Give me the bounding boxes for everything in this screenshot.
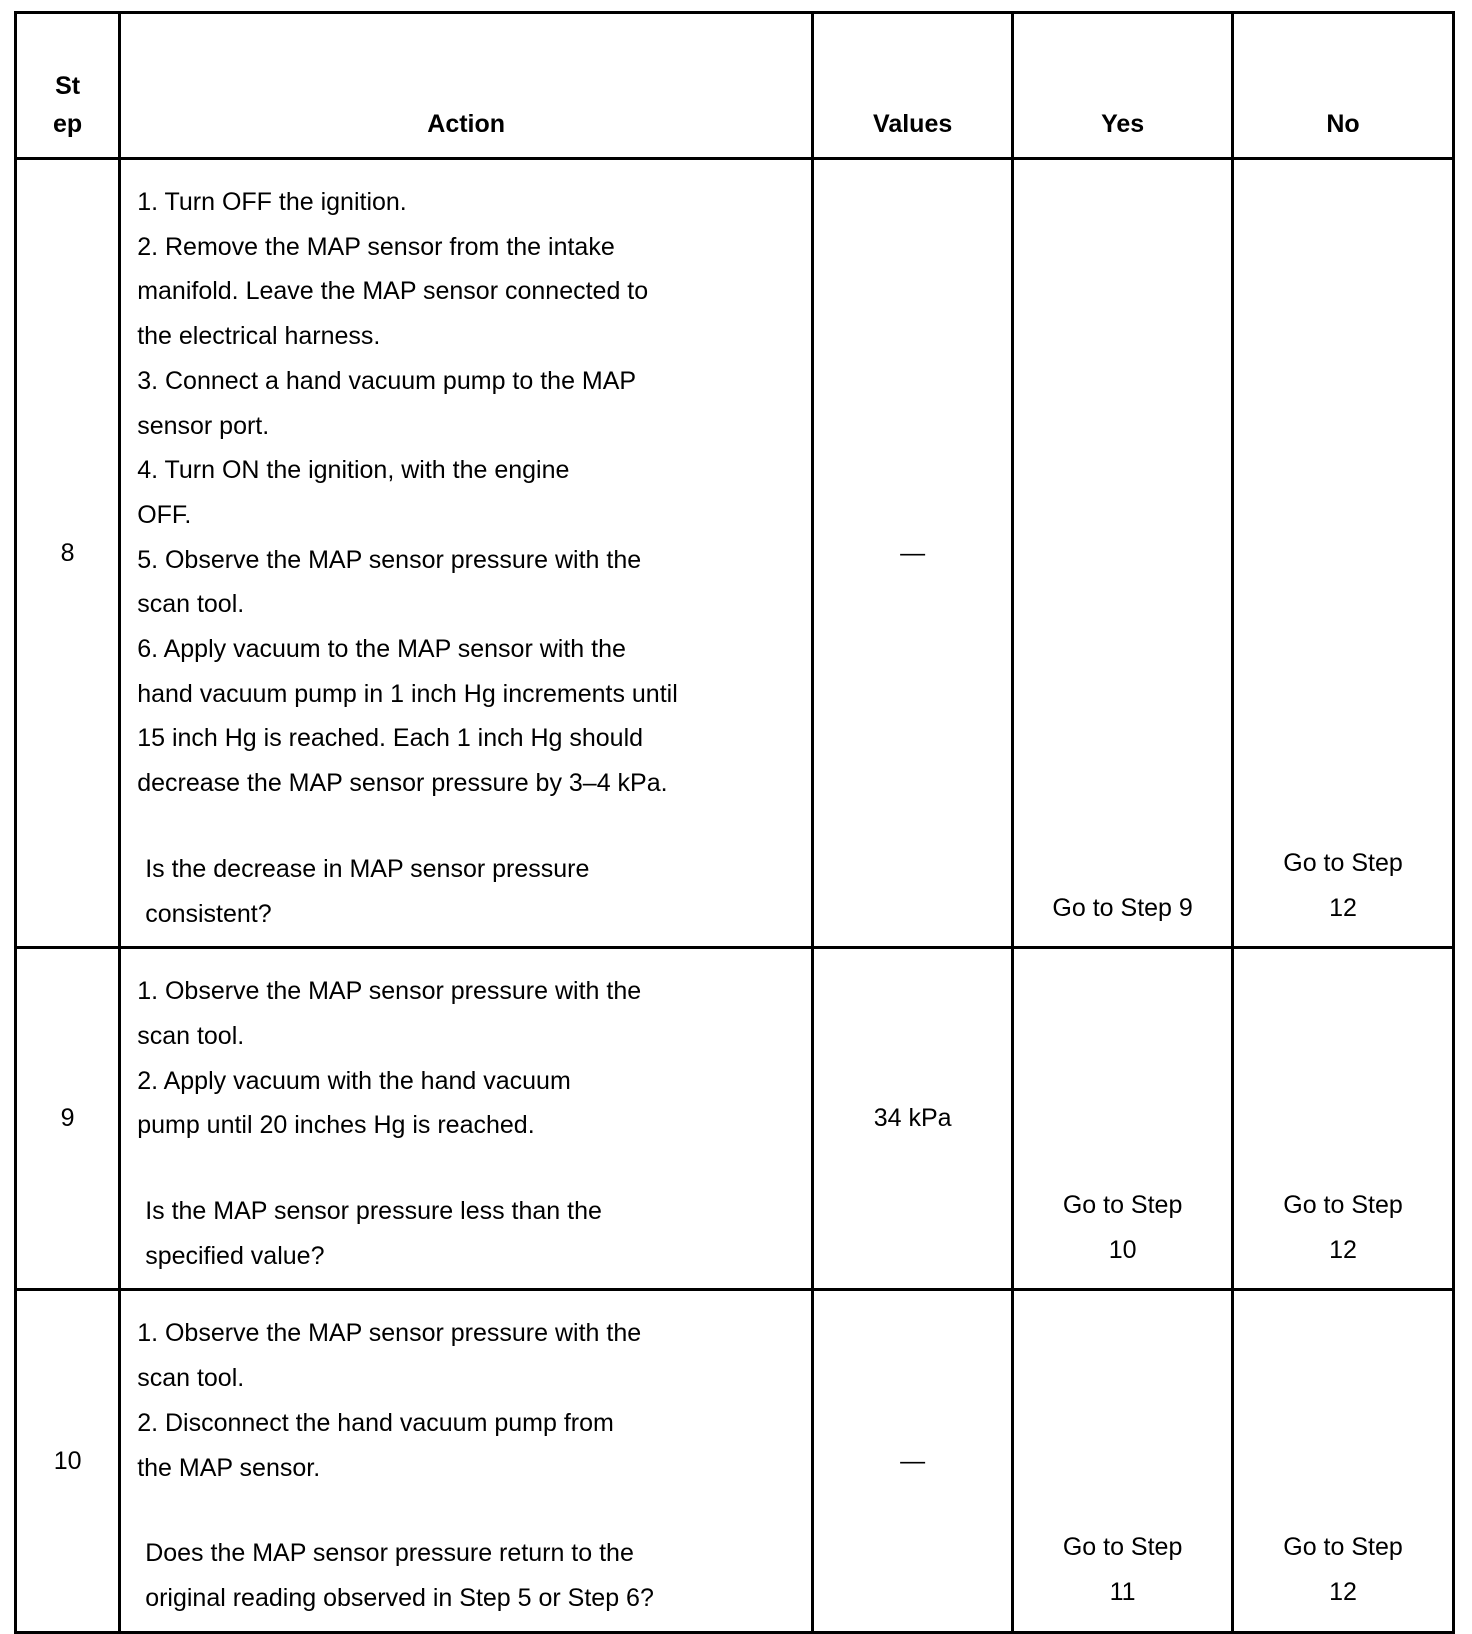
no-cell — [1233, 948, 1454, 1290]
action-line: pump until 20 inches Hg is reached. — [137, 1111, 535, 1140]
yes-text: Go to Step 9 — [1052, 893, 1193, 922]
action-line: 1. Observe the MAP sensor pressure with the — [137, 977, 642, 1006]
yes-text: Go to Step 11 — [1062, 1533, 1183, 1606]
yes-cell — [1013, 159, 1233, 948]
no-text: Go to Step 12 — [1283, 848, 1403, 922]
step-number: 9 — [16, 948, 120, 1290]
action-line: decrease the MAP sensor pressure by 3–4 kPa. — [137, 769, 668, 798]
spacer — [137, 806, 805, 847]
action-line: manifold. Leave the MAP sensor connected to — [137, 277, 649, 306]
action-line: scan tool. — [137, 1021, 245, 1050]
table-row — [16, 159, 1454, 948]
step-number: 8 — [16, 159, 120, 948]
value-cell: 34 kPa — [813, 948, 1013, 1290]
action-cell — [120, 1290, 813, 1632]
step-number: 10 — [16, 1290, 120, 1632]
action-line: hand vacuum pump in 1 inch Hg increments until — [137, 679, 678, 708]
header-no: No — [1233, 13, 1454, 159]
action-line: the electrical harness. — [137, 322, 381, 351]
action-line: 1. Turn OFF the ignition. — [137, 188, 407, 216]
action-line: scan tool. — [137, 1364, 245, 1393]
table-row — [16, 948, 1454, 1290]
spacer — [137, 1490, 805, 1531]
action-question: Is the decrease in MAP sensor pressure consistent? — [145, 854, 590, 928]
value-cell: — — [813, 1290, 1013, 1632]
action-line: the MAP sensor. — [137, 1453, 321, 1482]
action-line: OFF. — [137, 500, 192, 529]
action-line: 2. Remove the MAP sensor from the intake — [137, 232, 615, 261]
no-text: Go to Step 12 — [1283, 1533, 1403, 1606]
action-line: 3. Connect a hand vacuum pump to the MAP — [137, 366, 637, 395]
header-row — [16, 13, 1454, 159]
diagnostic-table — [14, 11, 1455, 1634]
header-step-label: St ep — [53, 72, 83, 138]
action-line: scan tool. — [137, 590, 245, 619]
action-line: 6. Apply vacuum to the MAP sensor with the — [137, 635, 626, 664]
no-cell — [1233, 159, 1454, 948]
header-step — [16, 13, 120, 159]
yes-cell — [1013, 1290, 1233, 1632]
no-cell — [1233, 1290, 1454, 1632]
action-line: 1. Observe the MAP sensor pressure with the — [137, 1319, 642, 1348]
header-yes: Yes — [1013, 13, 1233, 159]
header-values: Values — [813, 13, 1013, 159]
action-line: sensor port. — [137, 411, 270, 440]
action-line: 5. Observe the MAP sensor pressure with the — [137, 545, 642, 574]
yes-text: Go to Step 10 — [1062, 1191, 1183, 1264]
action-line: 15 inch Hg is reached. Each 1 inch Hg should — [137, 724, 644, 753]
no-text: Go to Step 12 — [1283, 1191, 1403, 1264]
action-line: 2. Apply vacuum with the hand vacuum — [137, 1066, 571, 1095]
yes-cell — [1013, 948, 1233, 1290]
table-row — [16, 1290, 1454, 1632]
spacer — [137, 1148, 805, 1189]
action-line: 4. Turn ON the ignition, with the engine — [137, 456, 570, 485]
header-action: Action — [120, 13, 813, 159]
action-line: 2. Disconnect the hand vacuum pump from — [137, 1408, 614, 1437]
action-cell — [120, 159, 813, 948]
action-question: Does the MAP sensor pressure return to the original reading observed in Step 5 or Step 6? — [145, 1539, 654, 1612]
value-cell: — — [813, 159, 1013, 948]
action-cell — [120, 948, 813, 1290]
action-question: Is the MAP sensor pressure less than the specified value? — [145, 1197, 602, 1270]
